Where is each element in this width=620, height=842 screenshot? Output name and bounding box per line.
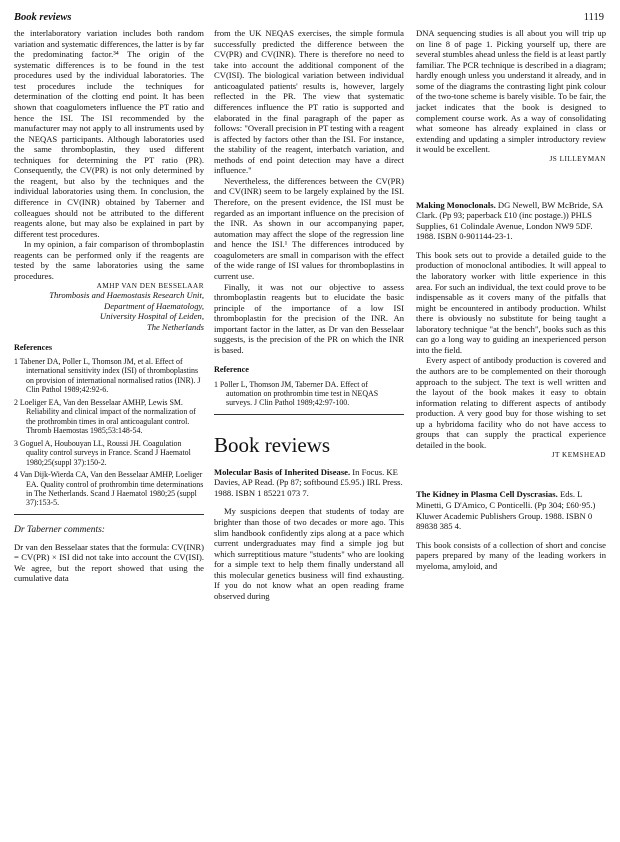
- book-details: DG Newell, BW McBride, SA Clark. (Pp 93; paperback £10 (inc postage.)) PHLS Supplies, 61 Colindale Avenue, London NW9 5DF. 1988. ISBN 0-901144-23-1.: [416, 199, 603, 242]
- reply-paragraph: Nevertheless, the differences between the CV(PR) and CV(INR) seem to be largely explained by the ISI. Therefore, on the present evidence, the ISI must be regarded as an important influence on the precision of the INR. As shown in our accompanying paper, automation may affect the slope of the regression line and hence the ISI.¹ The differences introduced by coagulometers are small in comparison with the effect of the wide range of ISI values for thromboplastins in current use.: [214, 175, 404, 281]
- book-title: Making Monoclonals.: [416, 199, 496, 210]
- affiliation-line: University Hospital of Leiden,: [99, 311, 204, 322]
- reference-item: 1 Poller L, Thomson JM, Taberner DA. Effect of automation on prothrombin time test in NEQAS surveys. J Clin Pathol 1989;42:97-100.: [214, 379, 379, 408]
- divider: [14, 514, 204, 515]
- affiliation-line: Thrombosis and Haemostasis Research Unit,: [49, 290, 204, 301]
- letter-paragraph: the interlaboratory variation includes both random variation and systematic differences, the latter is by far the predominating factor.³⁴ The origin of the systematic differences is to be found in the test procedures used by the individual laboratories. The test procedures include the techniques for determination of the clotting end point. It has been shown that coagulometers influence the PT ratio and hence the ISI. The ISI recommended by the manufacturer may not apply to all instruments used by the NEQAS participants. Although laboratories used the same thromboplastin, they used different techniques for determining the PT ratio (PR). Consequently, the CV(PR) is not only determined by the reagent, but also by the techniques and the individual laboratories using them. In conclusion, the difference in CV(INR) obtained by Taberner and colleagues should not be attributed to the different reagents alone, but may also be explained in part by different test procedures.: [14, 28, 204, 239]
- affiliation-line: The Netherlands: [146, 322, 204, 333]
- book-details: Eds. L Minetti, G D'Amico, C Ponticelli. (Pp 304; £60·95.) Kluwer Academic Publishers Group. 1988. ISBN 0 89838 385 4.: [416, 489, 596, 532]
- reply-paragraph: Finally, it was not our objective to assess thromboplastin reagents but to elucidate the basic principle of the importance of a low ISI thromboplastin for the precision of the INR. An important factor in the latter, as Dr van den Besselaar suggests, is the precision of the PR on which the INR is based.: [214, 281, 404, 355]
- reference-heading: Reference: [214, 365, 249, 375]
- review-paragraph: This book sets out to provide a detailed guide to the production of monoclonal antibodies. It will appeal to the laboratory worker with little experience in this area. For such an individual, the text could prove to be indispensable as it covers many of the pitfalls that might be encountered in antibody production. Whilst there is obviously no substitute for being taught a laboratory technique "at the bench", books such as this can go a long way to guiding an inexperienced person into the field.: [416, 249, 606, 355]
- page-number: 1119: [583, 12, 604, 23]
- book-citation: [214, 467, 404, 499]
- book-title: The Kidney in Plasma Cell Dyscrasias.: [416, 489, 558, 500]
- reply-paragraph: from the UK NEQAS exercises, the simple formula successfully predicted the difference between the CV(PR) and CV(INR). There is therefore no need to take into account the additional component of the CV(ISI). The biological variation between individual anticoagulated patients' results is, however, largely reflected in the PR. The view that systematic differences influence the PT ratio is supported and elaborated in the final paragraph of the paper as follows: "Overall precision in PT testing with a reagent is affected by factors other than the ISI. For instance, the stability of the reagent, interbatch variation, and methods of end point detection may have a direct influence.": [214, 28, 404, 176]
- column-right: [416, 28, 606, 571]
- reference-item: 1 Tabener DA, Poller L, Thomson JM, et al. Effect of international sensitivity index (ISI) of thromboplastins on provision of international normalised ratios (INR). J Clin Pathol 1989;42:92-6.: [14, 356, 201, 395]
- references-heading: References: [14, 342, 53, 352]
- running-header: Book reviews: [14, 12, 72, 23]
- reference-item: 2 Loeliger EA, Van den Besselaar AMHP, Lewis SM. Reliability and clinical impact of the normalization of the prothrombin times in oral anticoagulant control. Thromb Haemostas 1985;53:148-54.: [14, 397, 196, 436]
- reviewer-signature: JT KEMSHEAD: [551, 450, 606, 459]
- author-signature: AMHP VAN DEN BESSELAAR: [96, 281, 204, 290]
- review-paragraph: This book consists of a collection of short and concise papers prepared by many of the leading workers in myeloma, amyloid, and: [416, 539, 606, 571]
- reply-paragraph: Dr van den Besselaar states that the formula: CV(INR) = CV(PR) × ISI did not take into account the CV(ISI). We agree, but the report showed that using the cumulative data: [14, 541, 204, 584]
- affiliation-line: Department of Haematology,: [103, 300, 204, 311]
- column-left: [14, 28, 204, 584]
- review-paragraph: DNA sequencing studies is all about you will trip up on line 8 of page 1. Picking yourself up, there are several stumbles ahead unless the field is at least partly familiar. The PCR technique is described in a diagram; hardly enough unless you understand it already, and in some of the diagrams the contrasting light pink colour of the two-tone scheme is barely visible. To be fair, the jacket indicates that the book is designed to complement course work. As a way of consolidating what someone has already explained in class or extending and updating a simpler introductory review it would be excellent.: [416, 28, 606, 155]
- reference-item: 3 Goguel A, Houbouyan LL, Roussi JH. Coagulation quality control surveys in France. Scand J Haematol 1980;25(suppl 37):150-2.: [14, 438, 191, 467]
- divider: [214, 414, 404, 415]
- column-middle: [214, 28, 404, 602]
- book-citation: [416, 200, 606, 242]
- book-citation: [416, 489, 606, 531]
- author-affiliation: [14, 290, 204, 332]
- letter-paragraph: In my opinion, a fair comparison of thromboplastin reagents can be performed only if the reagents are tested by the same laboratories using the same procedures.: [14, 239, 204, 281]
- reviewer-signature: JS LILLEYMAN: [549, 154, 606, 163]
- comments-heading: Dr Taberner comments:: [14, 524, 105, 535]
- review-paragraph: Every aspect of antibody production is covered and the authors are to be complemented on their thorough approach to the subject. The text is well written and the layout of the book makes it easy to obtain information relating to different aspects of antibody production. A very good buy for those wishing to set up a hybridoma facility who do not have access to groups that can supply the practical experience detailed in the book.: [416, 355, 606, 450]
- review-paragraph: My suspicions deepen that students of today are brighter than those of two decades or more ago. This slim handbook confidently zips along at a pace which current undergraduates may find a simple jog but which surreptitious mature "students" who are looking for a simple text to help them finally understand all this molecular genetics business will find exhausting. If you do not know what an open reading frame observed during: [214, 506, 404, 601]
- book-title: Molecular Basis of Inherited Disease.: [214, 466, 351, 477]
- book-details: In Focus. KE Davies, AP Read. (Pp 87; softbound £5.95.) IRL Press. 1988. ISBN 1 85221 073 7.: [214, 466, 403, 498]
- section-title: Book reviews: [214, 432, 331, 457]
- reference-item: 4 Van Dijk-Wierda CA, Van den Besselaar AMHP, Loeliger EA. Quality control of prothrombin time determinations in The Netherlands. Scand J Haematol 1980;25 (suppl 37):153-5.: [14, 470, 204, 508]
